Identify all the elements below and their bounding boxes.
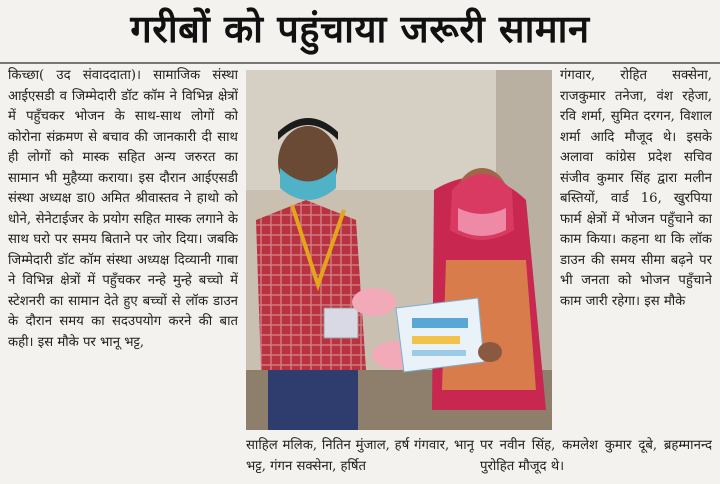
article-text-bottom-middle: साहिल मलिक, नितिन मुंजाल, हर्ष गंगवार, भानू भट्ट, गंगन सक्सेना, हर्षित [246, 438, 474, 474]
article-column-right [560, 66, 712, 434]
article-column-bottom-right [480, 436, 712, 482]
headline: गरीबों को पहुंचाया जरूरी सामान [130, 7, 590, 51]
article-text-left: किच्छा( उद संवाददाता)। सामाजिक संस्था आईएसडी व जिम्मेदारी डॉट कॉम ने विभिन्न क्षेत्रों में पहुँचकर भोजन के साथ-साथ लोगों को कोरोना संक्रमण से बचाव की जानकारी दी साथ ही लोगों को मास्क सहित अन्य जरुरत का सामान भी मुहैय्या कराया। इस दौरान आईएसडी संस्था अध्यक्ष डा0 अमित श्रीवास्तव ने हाथो को धोने, सेनेटाईजर के प्रयोग सहित मास्क लगाने के साथ घरो पर समय बिताने पर जोर दिया। जबकि जिम्मेदारी डॉट कॉम संस्था अध्यक्ष दिव्यानी गाबा ने विभिन्न क्षेत्रों में पहुँचकर नन्हे मुन्हे बच्चो में स्टेशनरी का सामान देते हुए बच्चों से लॉक डाउन के दौरान समय का सदउपयोग करने की बात कही। इस मौके पर भानू भट्ट, [8, 68, 238, 350]
article-column-left [8, 66, 238, 480]
headline-rule [0, 62, 720, 64]
news-photo [246, 70, 552, 430]
article-text-right: गंगवार, रोहित सक्सेना, राजकुमार तनेजा, वंश रहेजा, रवि शर्मा, सुमित दरगन, विशाल शर्मा आदि मौजूद थे। इसके अलावा कांग्रेस प्रदेश सचिव संजीव कुमार सिंह द्वारा मलीन बस्तियों, वार्ड 16, खुरपिया फार्म क्षेत्रों में भोजन पहुँचाने का काम किया। कहना था कि लॉक डाउन की समय सीमा बढ़ने पर भी जनता को भोजन पहुँचाने काम जारी रहेगा। इस मौके [560, 68, 712, 309]
article-column-bottom-middle [246, 436, 474, 482]
article-text-bottom-right: पर नवीन सिंह, कमलेश कुमार दूबे, ब्रहम्मानन्द पुरोहित मौजूद थे। [480, 438, 712, 474]
